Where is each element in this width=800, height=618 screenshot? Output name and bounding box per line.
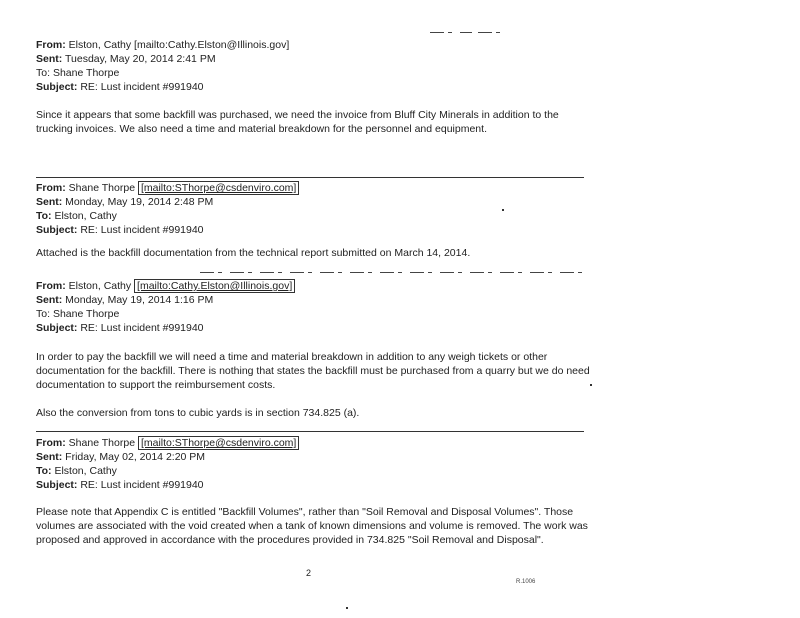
email-3-subject: Subject: RE: Lust incident #991940: [36, 322, 204, 334]
email-4-address-link[interactable]: [mailto:SThorpe@csdenviro.com]: [138, 436, 299, 450]
email-3-body-line: Also the conversion from tons to cubic yards is in section 734.825 (a).: [36, 407, 360, 419]
email-3-to: To: Shane Thorpe: [36, 308, 120, 320]
email-3-body-line: documentation to support the reimbursement costs.: [36, 379, 276, 391]
email-4-to: To: Elston, Cathy: [36, 465, 117, 477]
scan-artifact-line: [430, 32, 472, 33]
scan-speck: [346, 607, 348, 609]
email-4-body-line: proposed and approved in accordance with the procedures provided in 734.825 "Soil Removal and Disposal".: [36, 534, 544, 546]
email-3-sent: Sent: Monday, May 19, 2014 1:16 PM: [36, 294, 214, 306]
email-4-from: From: Shane Thorpe [mailto:SThorpe@csdenviro.com]: [36, 436, 299, 450]
scan-artifact-line: [478, 32, 502, 33]
email-3-address-link[interactable]: [mailto:Cathy.Elston@Illinois.gov]: [134, 279, 295, 293]
email-4-body-line: volumes are associated with the void created when a tank of known dimensions and volume is removed. The work was: [36, 520, 588, 532]
email-3-body-line: In order to pay the backfill we will need a time and material breakdown in addition to any weigh tickets or other: [36, 351, 548, 363]
email-1-body-line: Since it appears that some backfill was purchased, we need the invoice from Bluff City Minerals in addition to the: [36, 109, 559, 121]
page-number: 2: [306, 568, 312, 578]
email-2-to: To: Elston, Cathy: [36, 210, 117, 222]
email-2-address-link[interactable]: [mailto:SThorpe@csdenviro.com]: [138, 181, 299, 195]
email-1-body-line: trucking invoices. We also need a time and material breakdown for the personnel and equipment.: [36, 123, 487, 135]
email-2-from: From: Shane Thorpe [mailto:SThorpe@csdenviro.com]: [36, 181, 299, 195]
email-2-sent: Sent: Monday, May 19, 2014 2:48 PM: [36, 196, 214, 208]
scan-speck: [502, 209, 504, 211]
email-1-from: From: Elston, Cathy [mailto:Cathy.Elston@Illinois.gov]: [36, 39, 290, 51]
email-2-subject: Subject: RE: Lust incident #991940: [36, 224, 204, 236]
email-4-sent: Sent: Friday, May 02, 2014 2:20 PM: [36, 451, 206, 463]
email-1-subject: Subject: RE: Lust incident #991940: [36, 81, 204, 93]
email-3-body-line: documentation for the backfill. There is nothing that states the backfill must be purchased from a quarry but we do need: [36, 365, 590, 377]
email-4-subject: Subject: RE: Lust incident #991940: [36, 479, 204, 491]
email-separator: [36, 431, 584, 432]
email-separator: [36, 177, 584, 178]
email-separator: [200, 272, 584, 273]
bates-stamp: R.1006: [516, 579, 536, 585]
email-1-sent: Sent: Tuesday, May 20, 2014 2:41 PM: [36, 53, 216, 65]
email-4-body-line: Please note that Appendix C is entitled "Backfill Volumes", rather than "Soil Removal and Disposal Volumes". Those: [36, 506, 574, 518]
email-3-from: From: Elston, Cathy [mailto:Cathy.Elston@Illinois.gov]: [36, 279, 295, 293]
scan-speck: [590, 384, 592, 386]
email-1-to: To: Shane Thorpe: [36, 67, 120, 79]
email-2-body-line: Attached is the backfill documentation from the technical report submitted on March 14, 2014.: [36, 247, 471, 259]
